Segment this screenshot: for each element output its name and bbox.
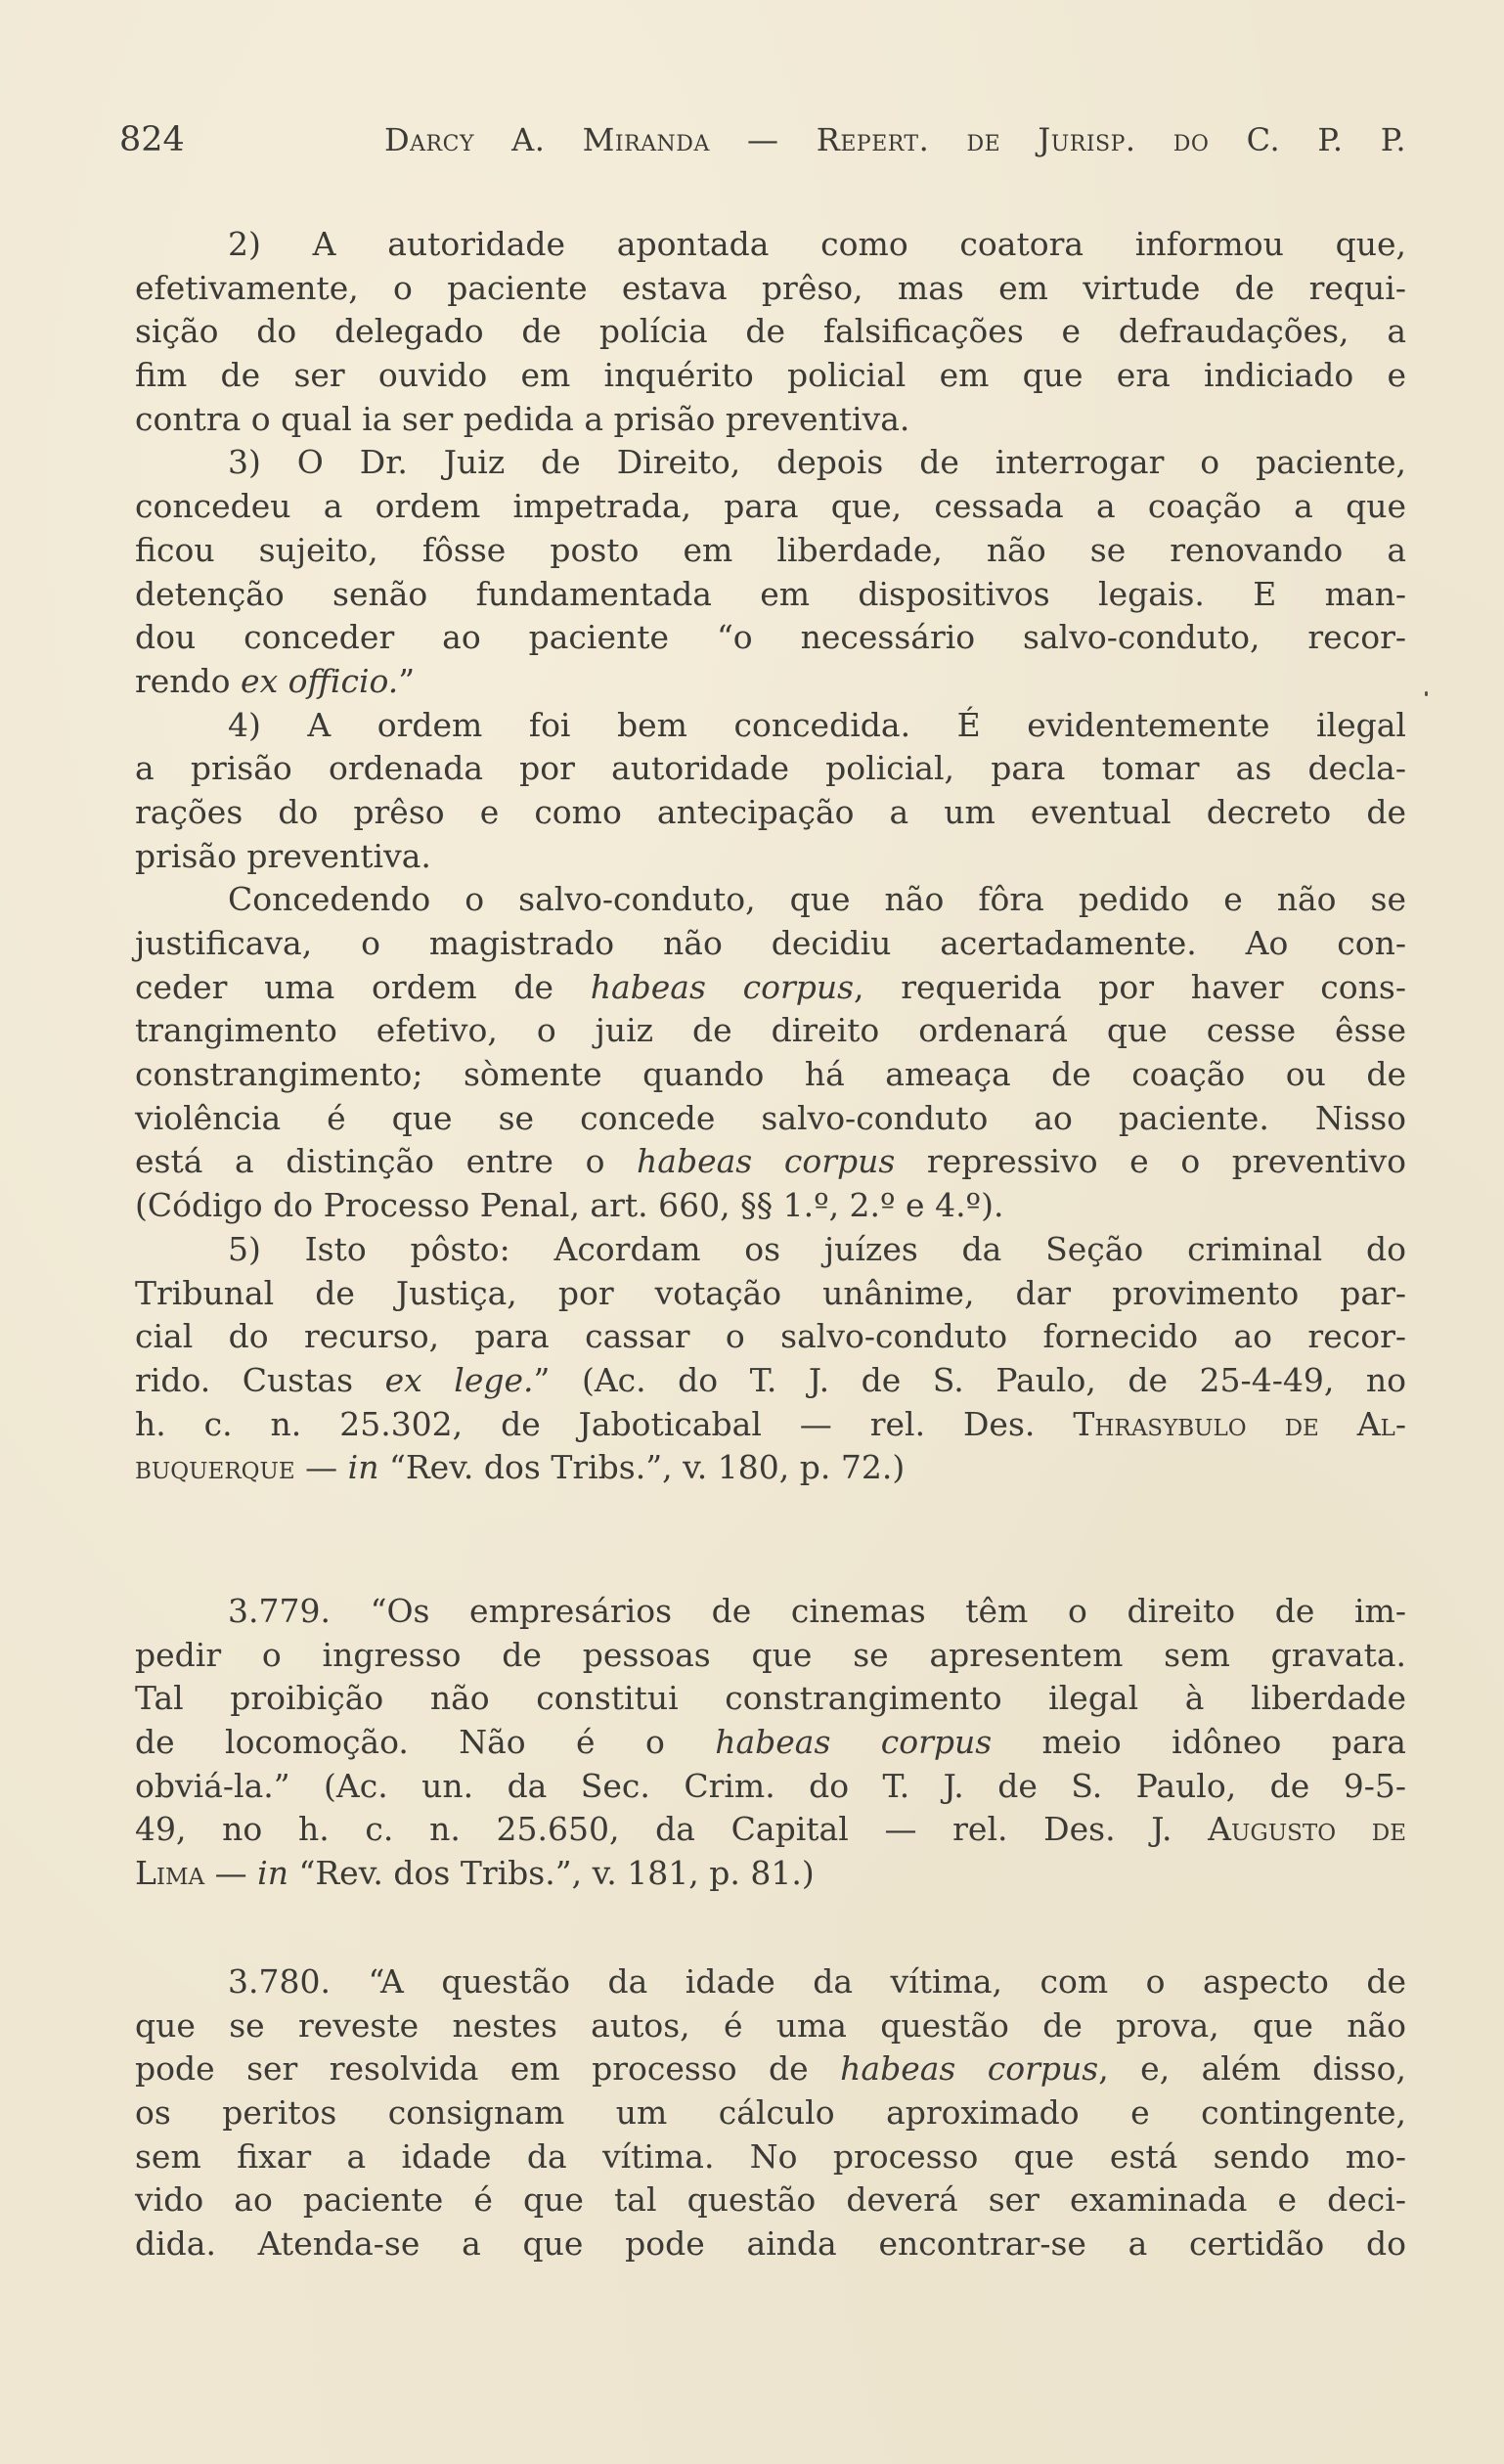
text-line [135, 1852, 1406, 1896]
running-title: Darcy A. Miranda — Repert. de Jurisp. do C. P. P. [384, 121, 1406, 158]
line-text: dida. Atenda-se a que pode ainda encontrar-se a certidão do [135, 2224, 1406, 2264]
text-line [135, 747, 1406, 791]
text-line [135, 616, 1406, 660]
text-line [135, 966, 1406, 1010]
line-text: os peritos consignam um cálculo aproximado e contingente, [135, 2093, 1406, 2133]
text-line [135, 1097, 1406, 1141]
line-text: “Rev. dos Tribs.”, v. 180, p. 72.) [378, 1448, 906, 1487]
line-text: , e, além disso, [1098, 2049, 1407, 2089]
line-text: prisão preventiva. [135, 836, 431, 875]
author-name-smallcaps: Lima [135, 1854, 205, 1893]
line-text: Tribunal de Justiça, por votação unânime, dar provimento par- [135, 1273, 1406, 1312]
line-text: está a distinção entre o [135, 1142, 638, 1181]
text-line [135, 1721, 1406, 1765]
line-text: detenção senão fundamentada em dispositivos legais. E man- [135, 574, 1406, 613]
line-text: 49, no h. c. n. 25.650, da Capital — rel. Des. J. [135, 1810, 1209, 1849]
text-line [135, 1677, 1406, 1721]
text-line [135, 529, 1406, 573]
text-line [135, 1808, 1406, 1852]
line-text: concedeu a ordem impetrada, para que, cessada a coação a que [135, 487, 1406, 526]
line-text: , requerida por haver cons- [854, 967, 1406, 1006]
line-text: sem fixar a idade da vítima. No processo que está sendo mo- [135, 2136, 1406, 2176]
text-line [135, 2004, 1406, 2048]
italic-term: ex officio. [241, 661, 399, 700]
text-line [135, 1960, 1406, 2004]
line-text: — [294, 1448, 348, 1487]
page-number: 824 [119, 120, 185, 159]
line-text: Concedendo o salvo-conduto, que não fôra pedido e não se [228, 880, 1406, 919]
italic-term: habeas corpus [715, 1723, 993, 1762]
italic-term: ex lege. [384, 1360, 534, 1399]
text-line [135, 1403, 1406, 1447]
line-text: efetivamente, o paciente estava prêso, mas em virtude de requi- [135, 268, 1406, 307]
text-line [135, 2178, 1406, 2222]
line-text: de locomoção. Não é o [135, 1723, 716, 1762]
section-entry-3779 [135, 1590, 1406, 1896]
text-line [135, 573, 1406, 617]
text-line [135, 1009, 1406, 1053]
section-entry-3780 [135, 1960, 1406, 2266]
line-text: pode ser resolvida em processo de [135, 2049, 841, 2089]
text-line [135, 2222, 1406, 2266]
line-text: trangimento efetivo, o juiz de direito ordenará que cesse êsse [135, 1011, 1406, 1050]
text-line [135, 1272, 1406, 1316]
print-speck [1425, 691, 1428, 696]
text-line [135, 2091, 1406, 2135]
line-text: 2) A autoridade apontada como coatora informou que, [228, 225, 1406, 263]
text-line [135, 878, 1406, 922]
line-text: 3) O Dr. Juiz de Direito, depois de interrogar o paciente, [228, 443, 1406, 482]
line-text: obviá-la.” (Ac. un. da Sec. Crim. do T. J. de S. Paulo, de 9-5- [135, 1766, 1406, 1805]
text-line [135, 2047, 1406, 2091]
line-text: meio idôneo para [992, 1723, 1406, 1762]
line-text: vido ao paciente é que tal questão deverá ser examinada e deci- [135, 2180, 1406, 2220]
text-line [135, 660, 1406, 704]
line-text: (Código do Processo Penal, art. 660, §§ 1.º, 2.º e 4.º). [135, 1186, 1004, 1225]
line-text: pedir o ingresso de pessoas que se apresentem sem gravata. [135, 1635, 1406, 1674]
line-text: 3.779. “Os empresários de cinemas têm o direito de im- [228, 1592, 1406, 1630]
line-text: rido. Custas [135, 1360, 385, 1399]
line-text: rações do prêso e como antecipação a um eventual decreto de [135, 792, 1406, 831]
line-text: 3.780. “A questão da idade da vítima, com o aspecto de [228, 1962, 1406, 2001]
text-line [135, 1184, 1406, 1228]
text-line [135, 310, 1406, 354]
italic-term: in [347, 1448, 379, 1487]
italic-term: habeas corpus [590, 967, 855, 1006]
line-text: 5) Isto pôsto: Acordam os juízes da Seção criminal do [228, 1229, 1406, 1268]
line-text: contra o qual ia ser pedida a prisão preventiva. [135, 399, 910, 438]
text-line [135, 1590, 1406, 1634]
text-line [135, 2135, 1406, 2179]
author-name-smallcaps: Thrasybulo de Al- [1073, 1404, 1406, 1443]
text-line [135, 485, 1406, 529]
line-text: que se reveste nestes autos, é uma questão de prova, que não [135, 2005, 1406, 2045]
author-name-smallcaps: buquerque [135, 1448, 295, 1487]
text-line [135, 835, 1406, 879]
line-text: — [204, 1854, 258, 1893]
line-text: Tal proibição não constitui constrangimento ilegal à liberdade [135, 1679, 1406, 1718]
text-line [135, 1228, 1406, 1272]
line-text: rendo [135, 661, 242, 700]
section-habeas-corpus-decision [135, 223, 1406, 1490]
line-text: fim de ser ouvido em inquérito policial em que era indiciado e [135, 356, 1406, 395]
line-text: dou conceder ao paciente “o necessário salvo-conduto, recor- [135, 618, 1406, 657]
author-name-smallcaps: Augusto de [1208, 1810, 1406, 1849]
line-text: repressivo e o preventivo [895, 1142, 1406, 1181]
line-text: ” (Ac. do T. J. de S. Paulo, de 25-4-49, no [533, 1360, 1406, 1399]
italic-term: habeas corpus [840, 2049, 1099, 2089]
text-line [135, 267, 1406, 311]
text-line [135, 1315, 1406, 1359]
text-line [135, 791, 1406, 835]
text-line [135, 1634, 1406, 1678]
line-text: ficou sujeito, fôsse posto em liberdade, não se renovando a [135, 530, 1406, 569]
italic-term: habeas corpus [637, 1142, 896, 1181]
line-text: 4) A ordem foi bem concedida. É evidentemente ilegal [228, 705, 1406, 744]
line-text: violência é que se concede salvo-conduto ao paciente. Nisso [135, 1098, 1406, 1137]
text-line [135, 441, 1406, 485]
text-line [135, 398, 1406, 442]
line-text: sição do delegado de polícia de falsificações e defraudações, a [135, 312, 1406, 351]
text-line [135, 1053, 1406, 1097]
italic-term: in [257, 1854, 288, 1893]
line-text: “Rev. dos Tribs.”, v. 181, p. 81.) [288, 1854, 815, 1893]
text-line [135, 922, 1406, 966]
line-text: h. c. n. 25.302, de Jaboticabal — rel. Des. [135, 1404, 1074, 1443]
text-line [135, 1140, 1406, 1184]
text-line [135, 1359, 1406, 1403]
text-line [135, 1765, 1406, 1809]
line-text: cial do recurso, para cassar o salvo-conduto fornecido ao recor- [135, 1317, 1406, 1356]
text-line [135, 704, 1406, 748]
line-text: justificava, o magistrado não decidiu acertadamente. Ao con- [135, 924, 1406, 962]
line-text: ceder uma ordem de [135, 967, 591, 1006]
line-text: constrangimento; sòmente quando há ameaça de coação ou de [135, 1055, 1406, 1094]
text-line [135, 354, 1406, 398]
line-text: ” [398, 661, 416, 700]
line-text: a prisão ordenada por autoridade policial, para tomar as decla- [135, 749, 1406, 788]
text-line [135, 223, 1406, 267]
running-head [119, 115, 1406, 164]
text-line [135, 1446, 1406, 1490]
